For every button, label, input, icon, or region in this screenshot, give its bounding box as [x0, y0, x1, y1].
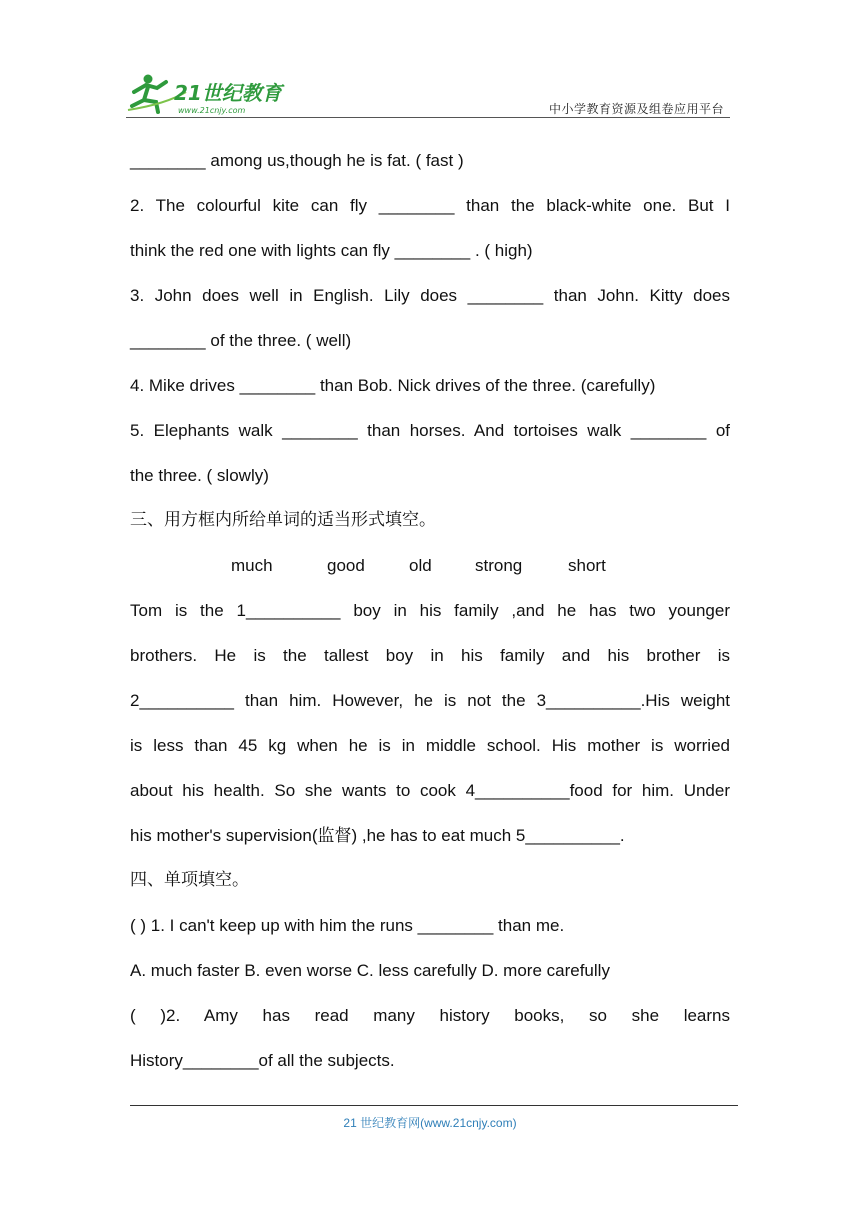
section-heading: 三、用方框内所给单词的适当形式填空。	[130, 510, 436, 530]
text-line: 3. John does well in English. Lily does ________ than John. Kitty does	[130, 286, 730, 305]
text-line: History________of all the subjects.	[130, 1051, 395, 1070]
question-line: ( ) 1. I can't keep up with him the runs ________ than me.	[130, 916, 565, 935]
text-line: about his health. So she wants to cook 4__________food for him. Under	[130, 781, 730, 800]
question-line: ( )2. Amy has read many history books, so she learns	[130, 1006, 730, 1025]
text-line: Tom is the 1__________ boy in his family ,and he has two younger	[130, 601, 730, 620]
word-box-item: strong	[475, 556, 523, 575]
text-line: 4. Mike drives ________ than Bob. Nick drives of the three. (carefully)	[130, 376, 656, 395]
site-logo[interactable]	[126, 70, 296, 116]
text-line: the three. ( slowly)	[130, 466, 269, 485]
footer-divider	[130, 1105, 738, 1106]
word-box-item: old	[409, 556, 432, 575]
text-line: is less than 45 kg when he is in middle school. His mother is worried	[130, 736, 730, 755]
page-header	[126, 66, 730, 120]
word-box	[130, 543, 730, 588]
platform-tagline: 中小学教育资源及组卷应用平台	[548, 102, 724, 116]
text-line: brothers. He is the tallest boy in his family and his brother is	[130, 646, 730, 665]
text-line: ________ among us,though he is fat. ( fast )	[130, 151, 464, 170]
text-line: ________ of the three. ( well)	[130, 331, 352, 350]
svg-text:21世纪教育: 21世纪教育	[174, 81, 282, 105]
answer-options: A. much faster B. even worse C. less carefully D. more carefully	[130, 961, 610, 980]
footer-link[interactable]: 21 世纪教育网(www.21cnjy.com)	[343, 1116, 517, 1130]
svg-text:www.21cnjy.com: www.21cnjy.com	[178, 106, 246, 115]
document-body	[130, 138, 730, 1083]
text-line: think the red one with lights can fly ________ . ( high)	[130, 241, 533, 260]
text-line: 2__________ than him. However, he is not the 3__________.His weight	[130, 691, 730, 710]
text-line: his mother's supervision(监督) ,he has to eat much 5__________.	[130, 826, 625, 845]
header-divider	[126, 117, 730, 118]
text-line: 2. The colourful kite can fly ________ than the black-white one. But I	[130, 196, 730, 215]
word-box-item: much	[231, 556, 273, 575]
text-line: 5. Elephants walk ________ than horses. And tortoises walk ________ of	[130, 421, 730, 440]
word-box-item: short	[568, 556, 606, 575]
section-heading: 四、单项填空。	[130, 870, 249, 890]
word-box-item: good	[327, 556, 365, 575]
